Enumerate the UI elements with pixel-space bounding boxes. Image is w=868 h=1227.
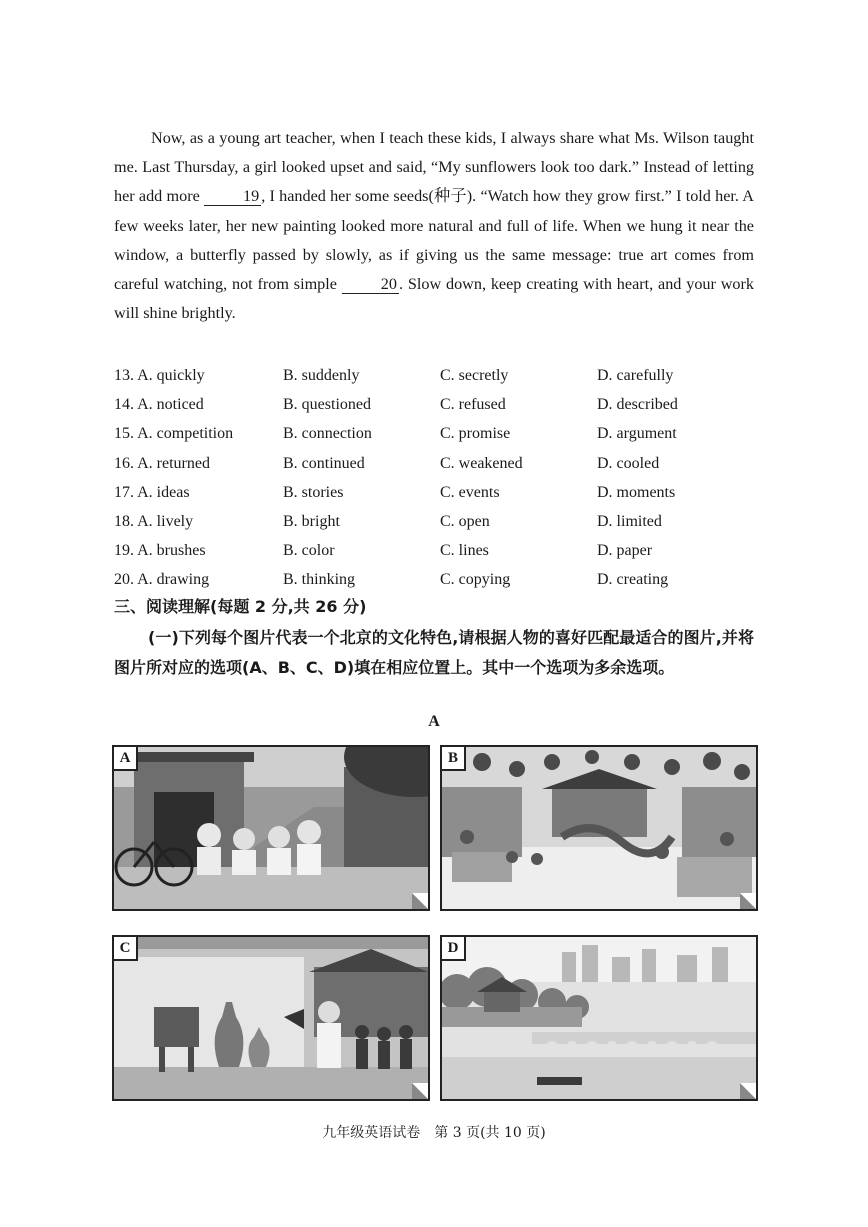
question-18: 18. A. lively: [114, 512, 194, 530]
option-c[interactable]: C. lines: [440, 542, 489, 560]
blank-20[interactable]: 20: [342, 275, 399, 294]
page-curl-icon: [412, 1083, 430, 1101]
reading-passage: [114, 124, 754, 328]
passage-text-2: , I handed her some seeds(种子). “Watch how they grow first.” I told her. A few weeks later, her new painting looked more natural and full of life. When we hung it near the window, a butterfly passed by slowly, as if giving us the same message: true art comes from careful watching, not from simple: [114, 187, 754, 294]
question-17: 17. A. ideas: [114, 483, 190, 501]
passage-text-3: . Slow down, keep creating with heart, and your work will shine brightly.: [114, 275, 755, 323]
page-curl-icon: [740, 893, 758, 911]
lake-bridge-icon: [442, 937, 756, 1099]
picture-label: D: [442, 937, 466, 961]
option-d[interactable]: D. paper: [597, 542, 653, 560]
option-row: [114, 565, 754, 594]
museum-tour-icon: [114, 937, 428, 1099]
option-b[interactable]: B. bright: [283, 512, 340, 530]
option-d[interactable]: D. described: [597, 396, 678, 414]
page-curl-icon: [412, 893, 430, 911]
option-c[interactable]: C. copying: [440, 571, 511, 589]
option-row: [114, 449, 754, 478]
option-d[interactable]: D. creating: [597, 571, 669, 589]
section-heading: 三、阅读理解(每题 2 分,共 26 分): [114, 597, 367, 616]
passage-paragraph: [114, 124, 754, 328]
picture-label: A: [114, 747, 138, 771]
question-13: 13. A. quickly: [114, 367, 205, 384]
blank-19[interactable]: 19: [204, 187, 261, 206]
option-d[interactable]: D. carefully: [597, 367, 674, 384]
option-row: [114, 478, 754, 507]
hutong-elders-icon: [114, 747, 428, 909]
option-d[interactable]: D. limited: [597, 512, 662, 530]
option-b[interactable]: B. connection: [283, 425, 372, 443]
option-d[interactable]: D. moments: [597, 483, 676, 501]
picture-set-label: A: [428, 713, 440, 730]
option-b[interactable]: B. questioned: [283, 396, 371, 414]
option-d[interactable]: D. argument: [597, 425, 677, 443]
picture-b[interactable]: [440, 745, 758, 911]
question-16: 16. A. returned: [114, 454, 210, 472]
option-b[interactable]: B. stories: [283, 483, 344, 501]
question-15: 15. A. competition: [114, 425, 234, 443]
option-c[interactable]: C. events: [440, 483, 500, 501]
picture-c[interactable]: [112, 935, 430, 1101]
temple-fair-icon: [442, 747, 756, 909]
option-b[interactable]: B. thinking: [283, 571, 356, 589]
option-row: [114, 361, 754, 390]
option-d[interactable]: D. cooled: [597, 454, 660, 472]
section-instruction: [114, 623, 754, 682]
answer-options: [114, 361, 754, 595]
question-14: 14. A. noticed: [114, 396, 204, 414]
option-c[interactable]: C. promise: [440, 425, 511, 443]
page-footer: 九年级英语试卷 第 3 页(共 10 页): [322, 1125, 546, 1141]
option-row: [114, 536, 754, 565]
option-c[interactable]: C. weakened: [440, 454, 523, 472]
picture-label: B: [442, 747, 466, 771]
picture-a[interactable]: [112, 745, 430, 911]
option-b[interactable]: B. suddenly: [283, 367, 360, 384]
option-row: [114, 419, 754, 448]
option-b[interactable]: B. color: [283, 542, 335, 560]
passage-text-1: Now, as a young art teacher, when I teach these kids, I always share what Ms. Wilson taught me. Last Thursday, a girl looked upset and said, “My sunflowers look too dark.” Instead of letting her add more: [114, 129, 754, 206]
page-curl-icon: [740, 1083, 758, 1101]
option-c[interactable]: C. secretly: [440, 367, 509, 384]
instruction-text: (一)下列每个图片代表一个北京的文化特色,请根据人物的喜好匹配最适合的图片,并将图片所对应的选项(A、B、C、D)填在相应位置上。其中一个选项为多余选项。: [114, 628, 754, 677]
option-c[interactable]: C. open: [440, 512, 490, 530]
picture-label: C: [114, 937, 138, 961]
picture-d[interactable]: [440, 935, 758, 1101]
option-row: [114, 390, 754, 419]
question-20: 20. A. drawing: [114, 571, 210, 589]
option-row: [114, 507, 754, 536]
question-19: 19. A. brushes: [114, 542, 206, 560]
option-c[interactable]: C. refused: [440, 396, 506, 414]
option-b[interactable]: B. continued: [283, 454, 365, 472]
